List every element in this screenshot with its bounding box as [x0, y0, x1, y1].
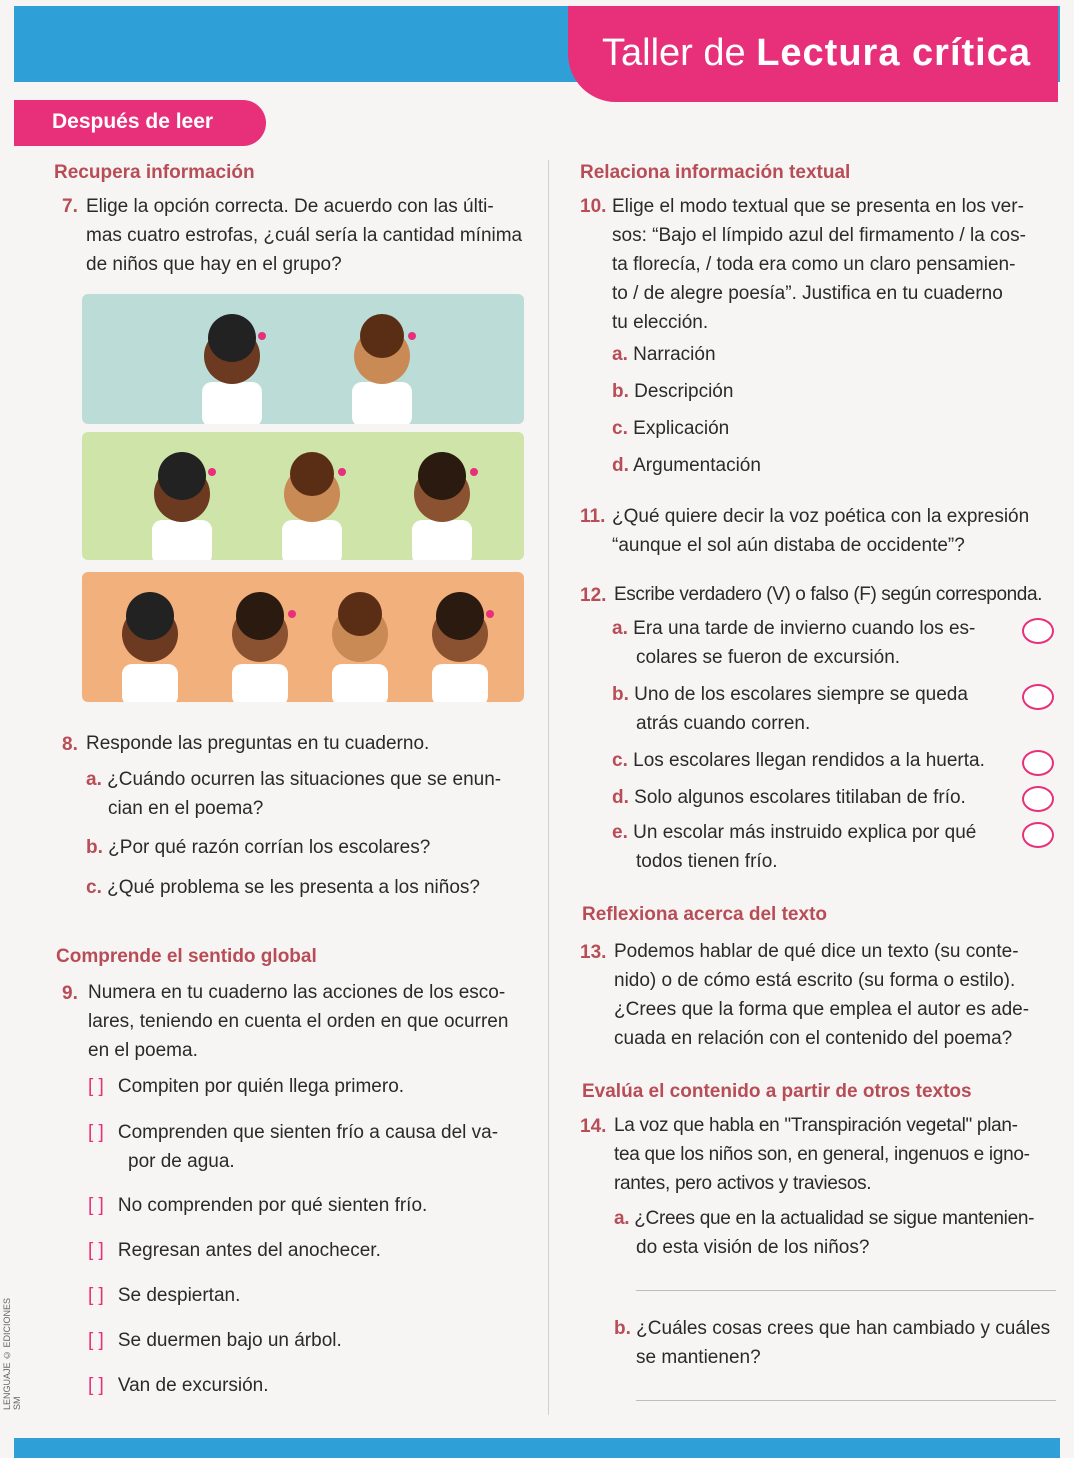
q9-item[interactable]: [ ] Se despiertan. [88, 1285, 241, 1306]
q13-text: Podemos hablar de qué dice un texto (su conte- nido) o de cómo está escrito (su forma o estilo). ¿Crees que la forma que emplea el autor es ade- cuada en relación con el contenido del poema? [614, 941, 1030, 1049]
heading-comprende: Comprende el sentido global [56, 946, 317, 967]
q12-option-e-cont: todos tienen frío. [636, 851, 778, 872]
child-figure [352, 314, 416, 424]
q9-text: Numera en tu cuaderno las acciones de los esco- lares, teniendo en cuenta el orden en que ocurren en el poema. [88, 982, 509, 1061]
q10-option-d[interactable]: d. Argumentación [612, 455, 761, 476]
q12-number: 12. [580, 585, 607, 606]
column-divider [548, 160, 549, 1415]
q9-number: 9. [62, 983, 78, 1004]
q9-item[interactable]: [ ] Regresan antes del anochecer. [88, 1240, 381, 1261]
q12-option-e: e. Un escolar más instruido explica por qué [612, 822, 977, 843]
child-figure [202, 314, 266, 424]
q12-option-d: d. Solo algunos escolares titilaban de frío. [612, 787, 966, 808]
q12-option-a: a. Era una tarde de invierno cuando los es- [612, 618, 976, 639]
child-figure [232, 592, 296, 702]
four-children-illustration [82, 572, 524, 702]
q9-item-cont: por de agua. [128, 1151, 235, 1172]
illustration-row-2 [82, 432, 524, 560]
q14-option-a: a. ¿Crees que en la actualidad se sigue mantenien- [614, 1208, 1035, 1229]
bottom-banner [14, 1438, 1060, 1458]
q7-text: Elige la opción correcta. De acuerdo con las últi- mas cuatro estrofas, ¿cuál sería la cantidad mínima de niños que hay en el grupo? [86, 196, 523, 275]
q13-number: 13. [580, 942, 607, 963]
q10-option-a[interactable]: a. Narración [612, 344, 716, 365]
heading-relaciona: Relaciona información textual [580, 162, 851, 183]
answer-circle[interactable] [1022, 786, 1054, 812]
q10-number: 10. [580, 196, 607, 217]
q12-option-a-cont: colares se fueron de excursión. [636, 647, 901, 668]
answer-circle[interactable] [1022, 822, 1054, 848]
answer-circle[interactable] [1022, 684, 1054, 710]
illustration-row-3 [82, 572, 524, 702]
q10-option-b[interactable]: b. Descripción [612, 381, 734, 402]
q12-text: Escribe verdadero (V) o falso (F) según corresponda. [614, 584, 1043, 605]
q9-item[interactable]: [ ] Van de excursión. [88, 1375, 269, 1396]
publisher-side-text: LENGUAJE © EDICIONES SM [2, 1297, 22, 1410]
heading-evalua: Evalúa el contenido a partir de otros textos [582, 1081, 972, 1102]
q9-item[interactable]: [ ] Comprenden que sienten frío a causa del va- [88, 1122, 499, 1143]
q9-item[interactable]: [ ] Se duermen bajo un árbol. [88, 1330, 342, 1351]
heading-reflexiona: Reflexiona acerca del texto [582, 904, 827, 925]
q14-option-a-cont: do esta visión de los niños? [636, 1237, 870, 1258]
q14-number: 14. [580, 1116, 607, 1137]
two-children-illustration [82, 294, 524, 424]
three-children-illustration [82, 432, 524, 560]
q12-option-b: b. Uno de los escolares siempre se queda [612, 684, 968, 705]
q9-item[interactable]: [ ] No comprenden por qué sienten frío. [88, 1195, 428, 1216]
q12-option-b-cont: atrás cuando corren. [636, 713, 811, 734]
q8-option-b: b. ¿Por qué razón corrían los escolares? [86, 837, 431, 858]
q8-option-c: c. ¿Qué problema se les presenta a los niños? [86, 877, 480, 898]
q10-text: Elige el modo textual que se presenta en los ver- sos: “Bajo el límpido azul del firmamento / la cos- ta florecía, / toda era como un claro pensamien- to / de alegre poesía”. Justifica en tu cuaderno tu elección. [612, 196, 1026, 333]
answer-circle[interactable] [1022, 750, 1054, 776]
q11-number: 11. [580, 506, 606, 527]
illustration-row-1 [82, 294, 524, 424]
child-figure [282, 452, 346, 560]
child-figure [332, 592, 388, 702]
child-figure [152, 452, 216, 560]
q12-option-c: c. Los escolares llegan rendidos a la huerta. [612, 750, 985, 771]
page-title: Taller de Lectura crítica [602, 32, 1031, 74]
q8-number: 8. [62, 734, 78, 755]
answer-circle[interactable] [1022, 618, 1054, 644]
child-figure [432, 592, 494, 702]
q8-text: Responde las preguntas en tu cuaderno. [86, 733, 430, 754]
q14-option-b-cont: se mantienen? [636, 1347, 761, 1368]
section-pill: Después de leer [14, 100, 266, 146]
q8-option-a-cont: cian en el poema? [108, 798, 264, 819]
q14-option-b: b. ¿Cuáles cosas crees que han cambiado y cuáles [614, 1318, 1051, 1339]
q8-option-a: a. ¿Cuándo ocurren las situaciones que se enun- [86, 769, 502, 790]
title-tab [568, 6, 1058, 102]
child-figure [412, 452, 478, 560]
heading-recupera: Recupera información [54, 162, 255, 183]
answer-line[interactable] [636, 1400, 1056, 1401]
q11-text: ¿Qué quiere decir la voz poética con la expresión “aunque el sol aún distaba de occidente”? [612, 506, 1030, 556]
q14-text: La voz que habla en "Transpiración vegetal" plan- tea que los niños son, en general, ingenuos e igno- rantes, pero activos y traviesos. [614, 1115, 1030, 1194]
q9-item[interactable]: [ ] Compiten por quién llega primero. [88, 1076, 405, 1097]
q10-option-c[interactable]: c. Explicación [612, 418, 730, 439]
q7-number: 7. [62, 196, 78, 217]
answer-line[interactable] [636, 1290, 1056, 1291]
child-figure [122, 592, 178, 702]
